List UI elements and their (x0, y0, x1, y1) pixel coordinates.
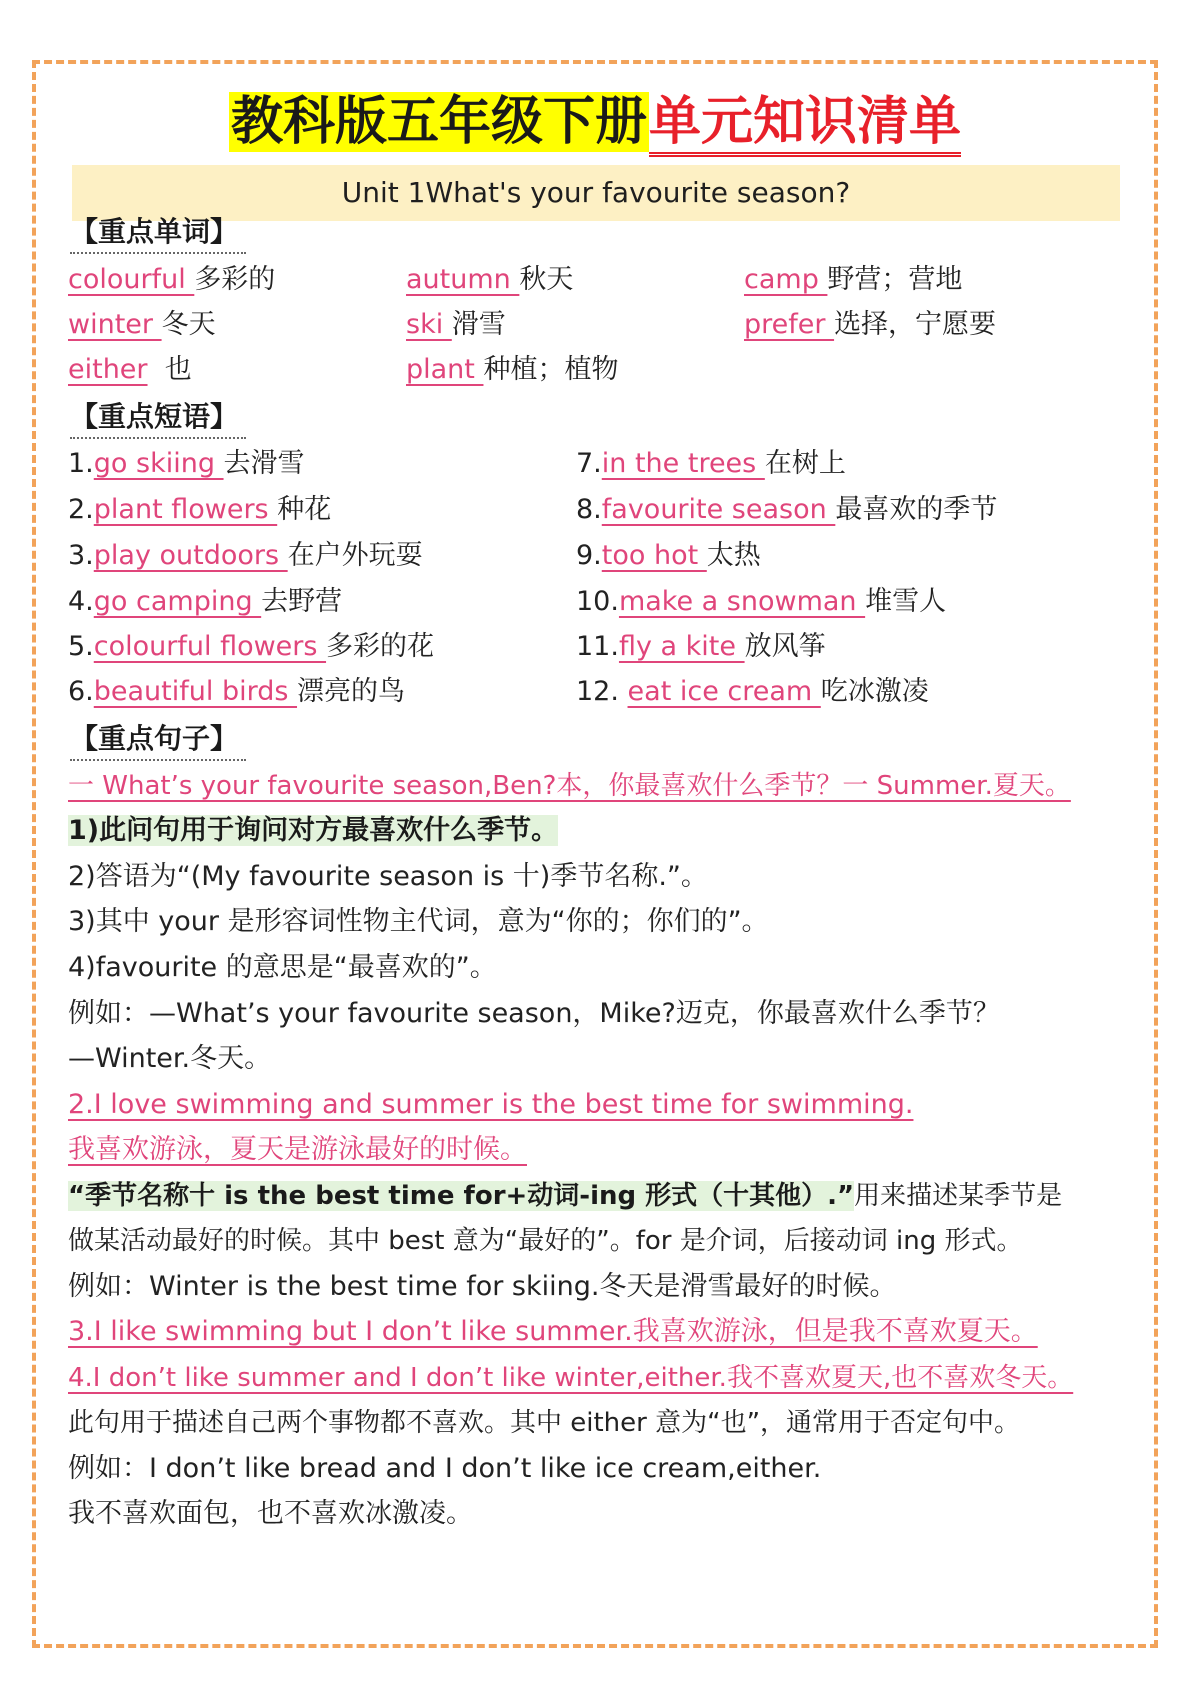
sentence-4: 4.I don’t like summer and I don’t like winter,either.我不喜欢夏天,也不喜欢冬天。 (68, 1363, 1074, 1393)
phrase-item: 8.favourite season 最喜欢的季节 (576, 494, 998, 525)
word-item: either 也 (68, 354, 192, 385)
sentence-4-example-1: 例如：I don’t like bread and I don’t like ice cream,either. (68, 1453, 822, 1484)
word-item: winter 冬天 (68, 309, 216, 340)
sentence-2-note-2: 做某活动最好的时候。其中 best 意为“最好的”。for 是介词，后接动词 ing 形式。 (68, 1226, 1023, 1256)
sentence-1-note-4: 4)favourite 的意思是“最喜欢的”。 (68, 952, 497, 983)
phrase-item: 12. eat ice cream 吃冰激凌 (576, 676, 929, 707)
sentence-1-note-3: 3)其中 your 是形容词性物主代词，意为“你的；你们的”。 (68, 906, 769, 937)
phrase-item: 5.colourful flowers 多彩的花 (68, 631, 435, 662)
sentence-1-note-1: 1)此问句用于询问对方最喜欢什么季节。 (68, 815, 559, 846)
word-item: ski 滑雪 (406, 309, 506, 340)
phrase-item: 6.beautiful birds 漂亮的鸟 (68, 676, 406, 707)
word-item: plant 种植；植物 (406, 354, 619, 385)
section-phrases-heading: 【重点短语】 (70, 397, 246, 439)
sentence-2-cn: 我喜欢游泳，夏天是游泳最好的时候。 (68, 1134, 527, 1165)
section-sentences-heading: 【重点句子】 (70, 719, 246, 761)
unit-heading: Unit 1What's your favourite season? (72, 165, 1120, 221)
sentence-1-example-2: —Winter.冬天。 (68, 1043, 272, 1074)
phrase-item: 9.too hot 太热 (576, 540, 761, 571)
title-part2: 单元知识清单 (649, 92, 961, 157)
sentence-1-note-2: 2)答语为“(My favourite season is 十)季节名称.”。 (68, 861, 708, 892)
phrase-item: 10.make a snowman 堆雪人 (576, 586, 947, 617)
sentence-2-note-1: “季节名称十 is the best time for+动词-ing 形式（十其他）.”用来描述某季节是 (68, 1181, 1063, 1211)
phrase-item: 4.go camping 去野营 (68, 586, 343, 617)
sentence-2-en: 2.I love swimming and summer is the best time for swimming. (68, 1089, 914, 1120)
word-item: autumn 秋天 (406, 264, 574, 295)
section-words-heading: 【重点单词】 (70, 212, 246, 254)
phrase-item: 2.plant flowers 种花 (68, 494, 332, 525)
sentence-2-example: 例如：Winter is the best time for skiing.冬天是滑雪最好的时候。 (68, 1271, 897, 1302)
phrase-item: 11.fly a kite 放风筝 (576, 631, 826, 662)
sentence-4-note-1: 此句用于描述自己两个事物都不喜欢。其中 either 意为“也”，通常用于否定句中。 (68, 1408, 1021, 1438)
phrase-item: 1.go skiing 去滑雪 (68, 448, 305, 479)
word-item: colourful 多彩的 (68, 264, 276, 295)
phrase-item: 3.play outdoors 在户外玩耍 (68, 540, 423, 571)
page-title (0, 86, 1190, 158)
sentence-1-example-1: 例如：—What’s your favourite season，Mike?迈克，你最喜欢什么季节？ (68, 998, 1000, 1029)
word-item: prefer 选择，宁愿要 (744, 309, 997, 340)
phrase-item: 7.in the trees 在树上 (576, 448, 846, 479)
word-item: camp 野营；营地 (744, 264, 963, 295)
title-part1: 教科版五年级下册 (230, 92, 647, 152)
sentence-3: 3.I like swimming but I don’t like summer.我喜欢游泳，但是我不喜欢夏天。 (68, 1316, 1038, 1347)
sentence-4-example-2: 我不喜欢面包，也不喜欢冰激凌。 (68, 1498, 473, 1529)
sentence-1: 一 What’s your favourite season,Ben?本，你最喜欢什么季节？一 Summer.夏天。 (68, 771, 1071, 801)
